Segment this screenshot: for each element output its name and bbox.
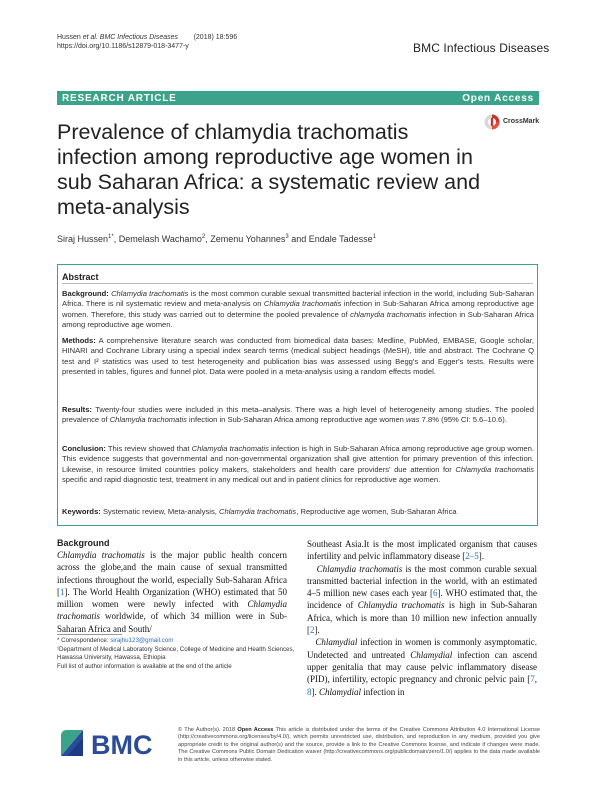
article-type-label: RESEARCH ARTICLE — [62, 93, 177, 104]
abstract-keywords: Keywords: Systematic review, Meta-analysis, Chlamydia trachomatis, Reproductive age women, Sub-Saharan Africa — [62, 507, 457, 516]
results-label: Results: — [62, 405, 92, 414]
background-heading: Background — [57, 538, 110, 548]
abstract-methods — [62, 336, 534, 377]
article-type-banner — [57, 91, 539, 105]
doi-link[interactable]: https://doi.org/10.1186/s12879-018-3477-y — [57, 43, 189, 50]
bmc-logo-text: BMC — [91, 730, 153, 760]
crossmark-badge[interactable] — [484, 114, 544, 132]
body-right-column: Southeast Asia.It is the most implicated organism that causes infertility and pelvic inflammatory disease [2–5]. Chlamydia trachomatis is the most common curable sexual transmitted bacterial infection in the world, with an estimated 4–5 million new cases each year [6]. WHO estimated that, the incidence of Chlamydia trachomatis is high in Sub-Saharan Africa, which is more than 10 million new infection annually [2]. Chlamydial infection in women is commonly asymptomatic. Undetected and untreated Chlamydial infection can ascend upper genitalia that may cause pelvic inflammatory disease (PID), infertility, ectopic pregnancy and chronic pelvic pain [7, 8]. Chlamydial infection in — [307, 539, 538, 697]
methods-label: Methods: — [62, 336, 96, 345]
footnote-divider — [57, 634, 122, 635]
author-name[interactable]: Siraj Hussen — [57, 234, 109, 244]
author-name[interactable]: Endale Tadesse — [308, 234, 373, 244]
abstract-background: Background: Chlamydia trachomatis is the most common curable sexual transmitted bacterial infection in the world, including Sub-Saharan Africa. There is nil systematic review and meta-analysis on Chlamydia trachomatis infection in Sub-Saharan Africa among reproductive age women. Therefore, this study was carried out to determine the pooled prevalence of chlamydia trachomatis infection in Sub-Saharan Africa among reproductive age women. — [62, 289, 535, 329]
author-name[interactable]: Demelash Wachamo — [118, 234, 202, 244]
keywords-label: Keywords: — [62, 507, 101, 516]
reference-link[interactable]: 2–5 — [465, 551, 479, 562]
author-sup: 3 — [285, 234, 289, 240]
citation-year: (2018) 18:596 — [193, 34, 238, 41]
correspondence-label: * Correspondence: — [57, 637, 111, 644]
reference-link[interactable]: 8 — [307, 686, 312, 697]
license-open-access: Open Access — [237, 727, 274, 733]
crossmark-label: CrossMark — [503, 118, 540, 125]
citation-line — [57, 33, 237, 42]
conclusion-label: Conclusion: — [62, 444, 106, 453]
reference-link[interactable]: 1 — [60, 586, 65, 597]
citation-journal: et al. BMC Infectious Diseases — [82, 34, 179, 41]
reference-link[interactable]: 6 — [433, 588, 438, 599]
author-name[interactable]: Zemenu Yohannes — [210, 234, 286, 244]
journal-name: BMC Infectious Diseases — [413, 41, 550, 55]
abstract-results: Results: Twenty-four studies were included in this meta–analysis. There was a high level of heterogeneity among studies. The pooled prevalence of Chlamydia trachomatis infection in Sub-Saharan Africa among reproductive age women was 7.8% (95% CI: 5.6–10.6). — [62, 405, 534, 425]
affiliation-note: ¹Department of Medical Laboratory Science, College of Medicine and Health Sciences, Hawassa University, Hawassa, Ethiopia — [57, 646, 295, 662]
reference-link[interactable]: 7 — [530, 674, 535, 685]
reference-link[interactable]: 2 — [310, 625, 315, 636]
abstract-heading: Abstract — [62, 272, 99, 282]
correspondence-note — [57, 637, 297, 645]
author-sup: 2 — [201, 234, 206, 240]
methods-text: A comprehensive literature search was conducted from biomedical data bases: Medline, PubMed, EMBASE, Google scholar, HINARI and Cochrane Library using a special index search terms (medical subject headings (MeSH), title and abstract. The Cochrane Q test and I² statistics was used to test heterogeneity and publication bias was assessed using Begg's and Egger's tests. Results were presented in tables, figures and funnel plot. Data were pooled in a meta-analysis using a random effects model. — [62, 336, 534, 376]
open-access-label: Open Access — [462, 93, 534, 104]
author-sup: 1 — [372, 234, 376, 240]
bmc-logo — [57, 726, 167, 760]
correspondence-email[interactable]: sirajhu123@gmail.com — [110, 637, 174, 644]
full-list-note: Full list of author information is available at the end of the article — [57, 663, 232, 670]
article-title: Prevalence of chlamydia trachomatis infection among reproductive age women in sub Saharan Africa: a systematic review and meta-analysis — [57, 120, 481, 219]
body-left-column: Chlamydia trachomatis is the major public health concern across the globe,and the main cause of sexual transmitted infections throughout the world, especially Sub-Saharan Africa [1]. The World Health Organization (WHO) estimated that 50 million women were newly infected with Chlamydia trachomatis worldwide, of which 34 million were in Sub-Saharan Africa and South/ — [57, 550, 287, 634]
license-prefix: © The Author(s). 2018 — [178, 727, 238, 733]
author-sup: 1* — [108, 234, 114, 240]
author-list: Siraj Hussen$^{1*}$, Demelash Wachamo$^2$, Zemenu Yohannes$^3$ and Endale Tadesse$^1$ — [57, 234, 376, 244]
bmc-logo-graphic — [57, 726, 167, 760]
abstract-divider — [62, 283, 533, 284]
abstract-conclusion: Conclusion: This review showed that Chlamydia trachomatis infection is high in Sub-Saharan Africa among reproductive age group women. This evidence suggests that governmental and non-governmental organization shall give attention for primary prevention of this infection. Likewise, in resource limited countries policy makers, stakeholders and health care providers' due attention for Chlamydia trachomatis specific and rapid diagnostic test, treatment in any medical out and in patient clinics for reproductive age women. — [62, 444, 534, 484]
citation-authors: Hussen — [57, 34, 83, 41]
license-body: This article is distributed under the terms of the Creative Commons Attribution 4.0 International License (http://creativecommons.org/licenses/by/4.0/), which permits unrestricted use, distribution, and reproduction in any medium, provided you give appropriate credit to the original author(s) and the source, provide a link to the Creative Commons license, and indicate if changes were made. The Creative Commons Public Domain Dedication waiver (http://creativecommons.org/publicdomain/zero/1.0/) applies to the data made available in this article, unless otherwise stated. — [178, 727, 540, 763]
license-text — [178, 727, 540, 764]
background-label: Background: — [62, 289, 109, 298]
